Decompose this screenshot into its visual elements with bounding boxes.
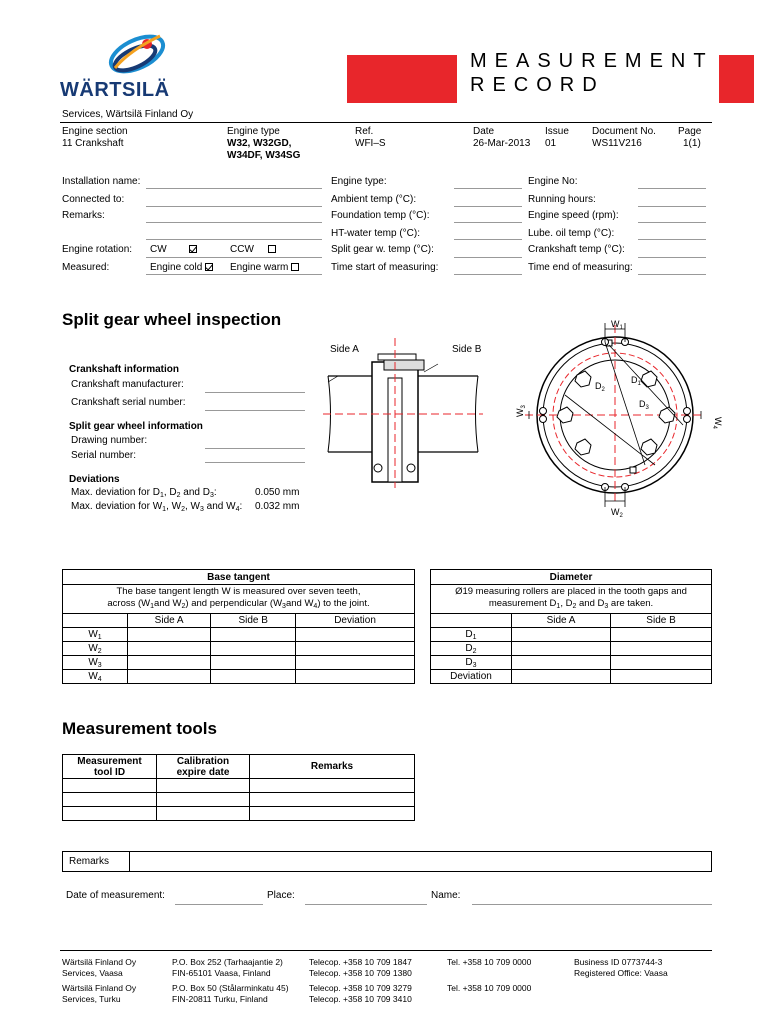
time-end-label: Time end of measuring: xyxy=(528,262,633,273)
engine-warm-option[interactable]: Engine warm xyxy=(230,262,299,273)
drawing-number-label: Drawing number: xyxy=(71,435,148,446)
svg-text:W3: $W_3$ xyxy=(515,405,527,417)
docno-label: Document No. xyxy=(592,126,656,137)
dev-w-value: 0.032 mm xyxy=(255,501,300,512)
docno-value: WS11V216 xyxy=(592,138,642,149)
doc-title-line2: RECORD xyxy=(470,74,605,96)
name-field[interactable] xyxy=(472,904,712,905)
engine-type-value-1: W32, W32GD, xyxy=(227,138,292,149)
engine-cold-option[interactable]: Engine cold xyxy=(150,262,213,273)
svg-text:D1: $D_1$ xyxy=(631,375,641,387)
table-row: $D_1$ xyxy=(431,628,712,642)
ccw-checkbox[interactable] xyxy=(268,245,276,253)
ccw-option[interactable]: CCW xyxy=(230,244,276,255)
gear-front-drawing xyxy=(505,315,723,519)
tools-col-cal-2: expire date xyxy=(176,766,230,778)
time-start-field[interactable] xyxy=(454,274,522,275)
table-row xyxy=(63,779,415,793)
table-row: $D_2$ xyxy=(431,642,712,656)
footer-turku-address: P.O. Box 50 (Stålarminkatu 45) FIN-20811 Turku, Finland xyxy=(172,983,289,1004)
bottom-remarks-label: Remarks xyxy=(63,852,130,872)
base-tangent-title: Base tangent xyxy=(63,570,415,585)
svg-text:W4: $W_4$ xyxy=(711,417,723,429)
engine-cold-checkbox[interactable] xyxy=(205,263,213,271)
engine-warm-checkbox[interactable] xyxy=(291,263,299,271)
dia-col-side-b: Side B xyxy=(611,614,712,628)
footer-turku-company: Wärtsilä Finland Oy Services, Turku xyxy=(62,983,137,1004)
tools-table xyxy=(62,754,415,821)
dia-col-side-a: Side A xyxy=(512,614,611,628)
remarks-label: Remarks: xyxy=(62,210,105,221)
bt-col-side-a: Side A xyxy=(128,614,211,628)
engine-section-label: Engine section xyxy=(62,126,128,137)
connected-to-field[interactable] xyxy=(146,206,322,207)
issue-value: 01 xyxy=(545,138,557,149)
time-start-label: Time start of measuring: xyxy=(331,262,439,273)
engine-type-form-label: Engine type: xyxy=(331,176,387,187)
connected-to-label: Connected to: xyxy=(62,194,125,205)
engine-type-field[interactable] xyxy=(454,188,522,189)
dia-row-deviation: Deviation xyxy=(431,670,512,684)
measured-label: Measured: xyxy=(62,262,110,273)
lube-oil-temp-field[interactable] xyxy=(638,239,706,240)
cw-option[interactable]: CW xyxy=(150,244,197,255)
issue-label: Issue xyxy=(545,126,569,137)
date-value: 26-Mar-2013 xyxy=(473,138,531,149)
crank-info-heading: Crankshaft information xyxy=(69,364,180,375)
crank-serial-label: Crankshaft serial number: xyxy=(71,397,186,408)
split-info-heading: Split gear wheel information xyxy=(69,421,203,432)
footer-vaasa-telecop: Telecop. +358 10 709 1847 Telecop. +358 10 709 1380 xyxy=(309,957,412,978)
ht-water-temp-label: HT-water temp (°C): xyxy=(331,228,421,239)
crankshaft-temp-field[interactable] xyxy=(638,257,706,258)
wartsila-logo-icon xyxy=(105,30,175,80)
engine-no-label: Engine No: xyxy=(528,176,578,187)
footer-vaasa-tel: Tel. +358 10 709 0000 xyxy=(447,957,532,967)
footer-divider xyxy=(60,950,712,951)
side-a-label: Side A xyxy=(330,344,359,355)
tools-col-remarks: Remarks xyxy=(250,755,415,779)
running-hours-field[interactable] xyxy=(638,206,706,207)
bt-col-deviation: Deviation xyxy=(296,614,415,628)
table-row: $W_4$ xyxy=(63,670,415,684)
table-row: $W_1$ xyxy=(63,628,415,642)
ambient-temp-field[interactable] xyxy=(454,206,522,207)
deviations-heading: Deviations xyxy=(69,474,120,485)
svg-text:W1: $W_1$ xyxy=(611,319,623,331)
remarks-field-2[interactable] xyxy=(146,239,322,240)
footer-turku-telecop: Telecop. +358 10 709 3279 Telecop. +358 10 709 3410 xyxy=(309,983,412,1004)
remarks-table xyxy=(62,851,712,872)
ht-water-temp-field[interactable] xyxy=(454,239,522,240)
measured-line xyxy=(146,274,322,275)
red-accent-block-right xyxy=(719,55,754,103)
installation-name-field[interactable] xyxy=(146,188,322,189)
place-label: Place: xyxy=(267,890,295,901)
cw-checkbox[interactable] xyxy=(189,245,197,253)
time-end-field[interactable] xyxy=(638,274,706,275)
tools-col-id-1: Measurement xyxy=(77,755,142,767)
engine-speed-field[interactable] xyxy=(638,222,706,223)
diameter-title: Diameter xyxy=(431,570,712,585)
inspection-heading: Split gear wheel inspection xyxy=(62,310,282,329)
crank-serial-field[interactable] xyxy=(205,410,305,411)
footer-business-id: Business ID 0773744-3 Registered Office: Vaasa xyxy=(574,957,668,978)
brand-name: WÄRTSILÄ xyxy=(60,79,170,101)
footer-vaasa-address: P.O. Box 252 (Tarhaajantie 2) FIN-65101 Vaasa, Finland xyxy=(172,957,283,978)
ref-label: Ref. xyxy=(355,126,374,137)
table-row xyxy=(431,670,712,684)
engine-section-value: 11 Crankshaft xyxy=(62,138,124,149)
foundation-temp-field[interactable] xyxy=(454,222,522,223)
red-accent-block xyxy=(347,55,457,103)
engine-speed-label: Engine speed (rpm): xyxy=(528,210,619,221)
split-gear-temp-label: Split gear w. temp (°C): xyxy=(331,244,434,255)
date-of-measurement-label: Date of measurement: xyxy=(66,890,165,901)
ref-value: WFI–S xyxy=(355,138,386,149)
diameter-description: Ø19 measuring rollers are placed in the tooth gaps and measurement $D_1$, $D_2$ and $D_3$ are taken. xyxy=(431,585,712,614)
engine-type-value-2: W34DF, W34SG xyxy=(227,150,301,161)
page-value: 1(1) xyxy=(683,138,701,149)
tools-col-id-2: tool ID xyxy=(93,766,126,778)
date-label: Date xyxy=(473,126,495,137)
svg-text:W2: $W_2$ xyxy=(611,507,623,519)
base-tangent-description: The base tangent length W is measured over seven teeth, across ($W_1and$ $W_2$) and perpendicular ($W_3and$ $W_4$) to the joint. xyxy=(63,585,415,614)
rotation-line xyxy=(146,257,322,258)
lube-oil-temp-label: Lube. oil temp (°C): xyxy=(528,228,615,239)
serial-number-label: Serial number: xyxy=(71,450,137,461)
tools-col-cal-1: Calibration xyxy=(176,755,230,767)
remarks-field[interactable] xyxy=(146,222,322,223)
date-of-measurement-field[interactable] xyxy=(175,904,263,905)
footer-turku-tel: Tel. +358 10 709 0000 xyxy=(447,983,532,993)
table-row: $W_2$ xyxy=(63,642,415,656)
table-row xyxy=(63,807,415,821)
svg-text:D3: $D_3$ xyxy=(639,399,649,411)
bottom-remarks-field[interactable] xyxy=(130,852,712,872)
svg-text:D2: $D_2$ xyxy=(595,381,605,393)
serial-number-field[interactable] xyxy=(205,462,305,463)
engine-no-field[interactable] xyxy=(638,188,706,189)
crank-manufacturer-label: Crankshaft manufacturer: xyxy=(71,379,184,390)
table-row: $W_3$ xyxy=(63,656,415,670)
footer-vaasa-company: Wärtsilä Finland Oy Services, Vaasa xyxy=(62,957,137,978)
diameter-table xyxy=(430,569,712,684)
foundation-temp-label: Foundation temp (°C): xyxy=(331,210,430,221)
table-row: $D_3$ xyxy=(431,656,712,670)
running-hours-label: Running hours: xyxy=(528,194,596,205)
table-row xyxy=(63,793,415,807)
page-label: Page xyxy=(678,126,702,137)
name-label: Name: xyxy=(431,890,461,901)
base-tangent-table xyxy=(62,569,415,684)
split-gear-temp-field[interactable] xyxy=(454,257,522,258)
crankshaft-temp-label: Crankshaft temp (°C): xyxy=(528,244,625,255)
ambient-temp-label: Ambient temp (°C): xyxy=(331,194,417,205)
drawing-number-field[interactable] xyxy=(205,448,305,449)
engine-type-label: Engine type xyxy=(227,126,280,137)
company-name: Services, Wärtsilä Finland Oy xyxy=(62,109,194,120)
dev-d-value: 0.050 mm xyxy=(255,487,300,498)
installation-name-label: Installation name: xyxy=(62,176,141,187)
bt-col-side-b: Side B xyxy=(211,614,296,628)
header-divider xyxy=(60,122,712,123)
doc-title-line1: MEASUREMENT xyxy=(470,50,714,72)
crank-manufacturer-field[interactable] xyxy=(205,392,305,393)
engine-rotation-label: Engine rotation: xyxy=(62,244,133,255)
dev-d-label: Max. deviation for $D_1$, $D_2$ and $D_3$: xyxy=(71,487,217,499)
dev-w-label: Max. deviation for $W_1$, $W_2$, $W_3$ and $W_4$: xyxy=(71,501,243,513)
side-b-label: Side B xyxy=(452,344,482,355)
gear-side-drawing xyxy=(328,338,488,488)
place-field[interactable] xyxy=(305,904,427,905)
tools-heading: Measurement tools xyxy=(62,719,217,738)
